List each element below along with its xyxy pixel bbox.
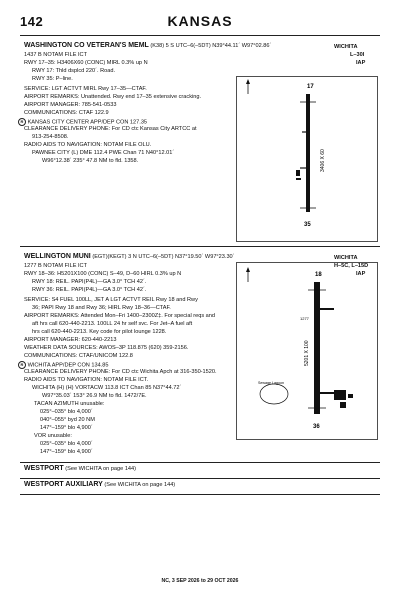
- r-circle-icon: R: [18, 118, 26, 126]
- washington-city: WICHITA: [334, 44, 358, 50]
- wellington-details: 3 N UTC–6(–5DT) N37°19.50´ W97°23.30´: [128, 254, 235, 260]
- svg-text:P: P: [296, 172, 299, 177]
- westport-aux-entry: [24, 482, 175, 488]
- wellington-elev-label: 1277: [300, 316, 309, 321]
- wellington-appdep: WICHITA APP/DEP CON 134.85: [27, 362, 109, 369]
- washington-runway: [306, 94, 310, 212]
- wellington-ident: (EGT)(KEGT): [92, 254, 127, 260]
- washington-appdep: KANSAS CITY CENTER APP/DEP CON 127.35: [27, 119, 148, 126]
- footer-effective-dates: NC, 3 SEP 2026 to 29 OCT 2026: [161, 578, 239, 584]
- washington-comm: COMMUNICATIONS: CTAF 122.9: [24, 110, 109, 116]
- wellington-title[interactable]: WELLINGTON MUNI: [24, 253, 91, 260]
- state-title: KANSAS: [167, 13, 233, 29]
- washington-remarks: AIRPORT REMARKS: Unattended. Rwy end 17–35 extensive cracking.: [24, 94, 202, 100]
- wellington-rwy-bottom-label: 36: [313, 424, 320, 430]
- wellington-vor-line: 147°–159° blo 4,900´: [40, 449, 93, 455]
- wellington-clearance: CLEARANCE DELIVERY PHONE: For CD ctc Wichita Apch at 316-350-1520.: [24, 369, 217, 375]
- wellington-chart2: IAP: [356, 271, 366, 277]
- westport-aux-name[interactable]: WESTPORT AUXILIARY: [24, 481, 103, 488]
- wellington-tacan-line: 025°–035° blo 4,000´: [40, 409, 93, 415]
- page-header: [0, 0, 400, 36]
- wellington-line2: 1277 B NOTAM FILE ICT: [24, 263, 87, 269]
- washington-title[interactable]: WASHINGTON CO VETERAN'S MEML: [24, 42, 149, 49]
- wellington-vortac2: W97°35.03´ 153° 26.9 NM to fld. 1472/7E.: [42, 393, 147, 399]
- wellington-length-label: 5201 X 100: [304, 340, 310, 366]
- wellington-service2: 36; PAPI Rwy 18 and Rwy 36; HIRL Rwy 18–36—CTAF.: [32, 305, 171, 311]
- washington-chart1: L–30I: [350, 52, 365, 58]
- lagoon-label: Sewage Lagoon: [258, 381, 284, 385]
- wellington-comm: COMMUNICATIONS: CTAF/UNICOM 122.8: [24, 353, 133, 359]
- section-rule: [20, 246, 380, 247]
- section-rule: [20, 494, 380, 495]
- wellington-airport-diagram: [236, 262, 378, 440]
- washington-vor1: PAWNEE CITY (L) DME 112.4 PWE Chan 71 N40°12.01´: [32, 150, 175, 156]
- wellington-service: SERVICE: S4 FUEL 100LL, JET A LGT ACTVT REIL Rwy 18 and Rwy: [24, 297, 198, 303]
- washington-details: 5 S UTC–6(–5DT) N39°44.11´ W97°02.86´: [165, 43, 272, 49]
- north-arrow-icon: [246, 79, 250, 94]
- wellington-rwy-top-label: 18: [315, 272, 322, 278]
- wellington-tacan-line: 147°–159° blo 4,900´: [40, 425, 93, 431]
- wellington-chart1: H–5C, L–15D: [334, 263, 369, 269]
- wellington-remarks2: aft hrs call 620-440-2213. 100LL 24 hr self svc. For Jet–A fuel aft: [32, 321, 193, 327]
- wellington-vor: VOR unusable:: [34, 433, 72, 439]
- washington-rwy17: RWY 17: Thld dsplcd 220´. Road.: [32, 68, 116, 74]
- washington-chart2: IAP: [356, 60, 366, 66]
- wellington-rwy36: RWY 36: REIL. PAPI(P4L)—GA 3.0° TCH 42´.: [32, 287, 147, 293]
- wellington-vortac1: WICHITA (H) (H) VORTACW 113.8 ICT Chan 85 N37°44.72´: [32, 385, 182, 391]
- r-circle-icon: R: [18, 361, 26, 369]
- washington-rwy-top-label: 17: [307, 84, 314, 90]
- washington-rwy-bottom-label: 35: [304, 222, 311, 228]
- westport-name[interactable]: WESTPORT: [24, 465, 64, 472]
- washington-vor2: W96°12.38´ 235° 47.8 NM to fld. 1358.: [42, 158, 139, 164]
- wellington-remarks1: AIRPORT REMARKS: Attended Mon–Fri 1400–2300Z‡. For special reqs and: [24, 313, 216, 319]
- washington-radio: RADIO AIDS TO NAVIGATION: NOTAM FILE OLU.: [24, 142, 152, 148]
- washington-manager: AIRPORT MANAGER: 785-541-0533: [24, 102, 117, 108]
- washington-line2: 1437 B NOTAM FILE ICT: [24, 52, 87, 58]
- washington-clearance1: CLEARANCE DELIVERY PHONE: For CD ctc Kansas City ARTCC at: [24, 126, 197, 132]
- wellington-tacan: TACAN AZIMUTH unusable:: [34, 401, 105, 407]
- washington-service: SERVICE: LGT ACTVT MIRL Rwy 17–35—CTAF.: [24, 86, 147, 92]
- section-rule: [20, 478, 380, 479]
- washington-airport-diagram: [236, 76, 378, 242]
- wellington-remarks3: hrs call 620-440-2213. Key code for pilot lounge 1228.: [32, 329, 167, 335]
- westport-entry: [24, 466, 136, 472]
- wellington-city: WICHITA: [334, 255, 358, 261]
- westport-aux-ref[interactable]: (See WICHITA on page 144): [104, 482, 176, 488]
- wellington-radio: RADIO AIDS TO NAVIGATION: NOTAM FILE ICT.: [24, 377, 149, 383]
- wellington-manager: AIRPORT MANAGER: 620-440-2213: [24, 337, 117, 343]
- wellington-weather: WEATHER DATA SOURCES: AWOS–3P 118.875 (620) 359-2156.: [24, 345, 189, 351]
- page-number: 142: [20, 14, 44, 29]
- section-rule: [20, 462, 380, 463]
- wellington-tacan-line: 040°–055° byd 20 NM: [40, 417, 95, 423]
- washington-rwy-main: RWY 17–35: H3406X60 (CONC) MIRL 0.3% up N: [24, 60, 148, 66]
- wellington-vor-line: 025°–035° blo 4,000´: [40, 441, 93, 447]
- washington-rwy35: RWY 35: P–line.: [32, 76, 73, 82]
- wellington-rwy18: RWY 18: REIL. PAPI(P4L)—GA 3.0° TCH 42´.: [32, 279, 147, 285]
- wellington-runway: [314, 282, 320, 414]
- north-arrow-icon: [246, 267, 250, 282]
- wellington-rwy-main: RWY 18–36: H5201X100 (CONC) S–49, D–60 HIRL 0.3% up N: [24, 271, 182, 277]
- washington-clearance2: 913-254-8508.: [32, 134, 69, 140]
- washington-length-label: 3406 X 60: [320, 149, 326, 172]
- sewage-lagoon: [260, 384, 288, 404]
- washington-ident: (K38): [150, 43, 165, 49]
- header-rule: [20, 35, 380, 36]
- westport-ref[interactable]: (See WICHITA on page 144): [65, 466, 137, 472]
